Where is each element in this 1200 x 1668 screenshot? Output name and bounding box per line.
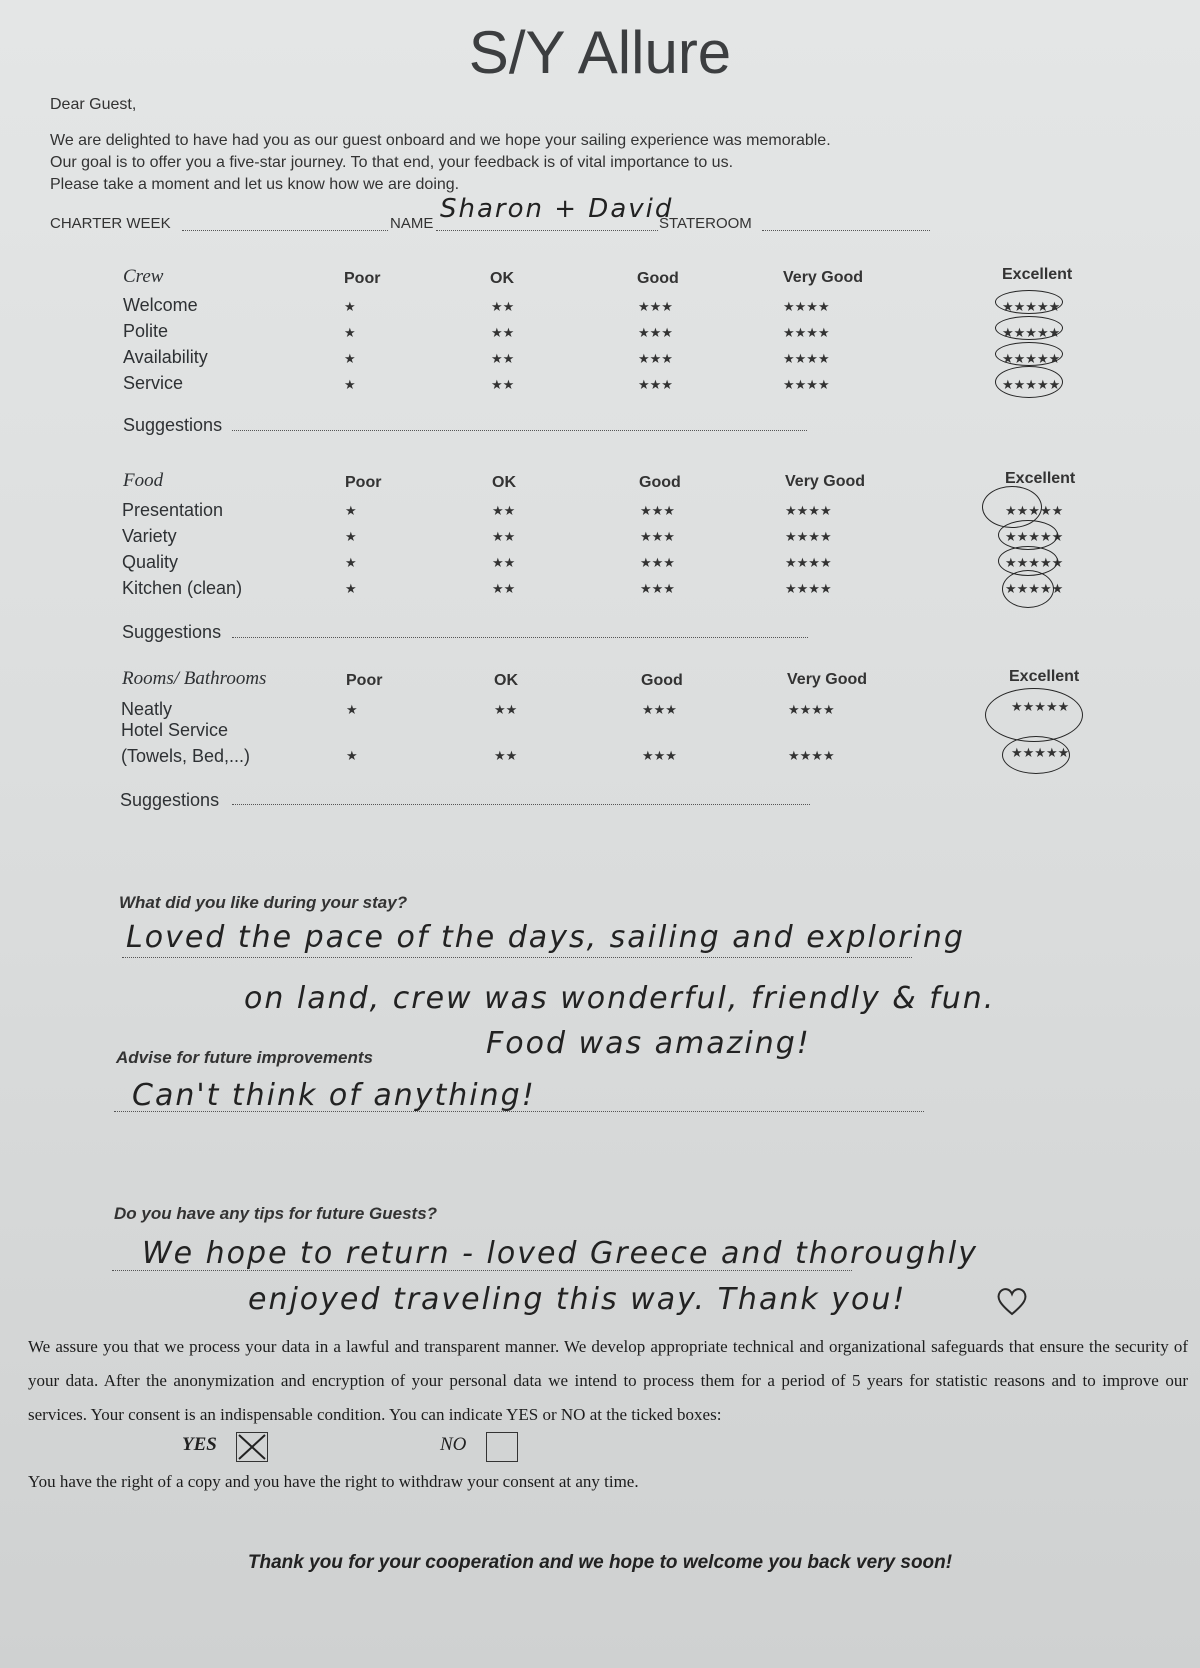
food-section-title: Food <box>123 470 164 491</box>
consent-no-checkbox[interactable] <box>486 1432 518 1462</box>
rooms-suggestions-field[interactable] <box>232 804 810 805</box>
star-option[interactable]: ★ <box>346 702 358 717</box>
rooms-row-label: Hotel Service <box>121 720 229 740</box>
column-good: Good <box>637 270 679 287</box>
selection-circle <box>985 688 1083 742</box>
star-option[interactable]: ★★★ <box>640 555 675 570</box>
intro-line-3: Please take a moment and let us know how we are doing. <box>50 176 460 193</box>
column-very-good: Very Good <box>787 671 868 688</box>
liked-answer-line-3: Food was amazing! <box>486 1026 811 1061</box>
column-ok: OK <box>494 672 518 689</box>
star-option[interactable]: ★★ <box>492 503 516 518</box>
rooms-suggestions-label: Suggestions <box>120 790 220 810</box>
star-option[interactable]: ★★ <box>492 529 516 544</box>
food-suggestions-label: Suggestions <box>122 622 222 642</box>
column-poor: Poor <box>344 270 381 287</box>
question-liked-label: What did you like during your stay? <box>119 893 408 912</box>
star-option[interactable]: ★★★ <box>638 325 673 340</box>
star-option-selected[interactable]: ★★★★★ <box>1011 745 1070 760</box>
star-option[interactable]: ★★★ <box>638 299 673 314</box>
star-option[interactable]: ★★★★ <box>788 748 835 763</box>
crew-row-label: Availability <box>123 347 208 367</box>
star-option[interactable]: ★ <box>344 299 356 314</box>
star-option[interactable]: ★ <box>345 555 357 570</box>
star-option[interactable]: ★★★★ <box>783 377 830 392</box>
consent-no-label: NO <box>440 1434 467 1455</box>
column-very-good: Very Good <box>783 269 864 286</box>
crew-section-title: Crew <box>123 266 164 287</box>
star-option-selected[interactable]: ★★★★★ <box>1005 529 1064 544</box>
star-option-selected[interactable]: ★★★★★ <box>1005 581 1064 596</box>
star-option[interactable]: ★★★ <box>638 377 673 392</box>
question-improve-label: Advise for future improvements <box>116 1048 373 1067</box>
star-option[interactable]: ★★ <box>491 299 515 314</box>
improve-answer-line-1: Can't think of anything! <box>132 1078 536 1113</box>
column-excellent: Excellent <box>1002 266 1073 283</box>
selection-circle <box>995 290 1063 314</box>
food-row-label: Kitchen (clean) <box>122 578 243 598</box>
name-label: NAME <box>390 215 434 232</box>
privacy-paragraph: We assure you that we process your data in a lawful and transparent manner. We develop appropriate technical and organizational safeguards that ensure the security of your data. After the anonymization and encryption of your personal data we intend to process them for a period of 5 years for statistic reasons and to improve our services. Your consent is an indispensable condition. You can indicate YES or NO at the ticked boxes: <box>28 1337 1188 1424</box>
star-option[interactable]: ★★ <box>492 555 516 570</box>
star-option[interactable]: ★★★★ <box>783 299 830 314</box>
star-option[interactable]: ★★ <box>494 748 518 763</box>
food-suggestions-field[interactable] <box>232 637 808 638</box>
stateroom-field[interactable] <box>762 230 930 231</box>
star-option[interactable]: ★ <box>345 581 357 596</box>
column-excellent: Excellent <box>1009 668 1080 685</box>
star-option-selected[interactable]: ★★★★★ <box>1002 377 1061 392</box>
column-very-good: Very Good <box>785 473 866 490</box>
star-option[interactable]: ★★★★ <box>785 581 832 596</box>
star-option[interactable]: ★★ <box>494 702 518 717</box>
closing-message: Thank you for your cooperation and we hope to welcome you back very soon! <box>247 1552 953 1573</box>
liked-answer-field[interactable] <box>122 957 912 958</box>
liked-answer-line-2: on land, crew was wonderful, friendly & fun. <box>244 981 996 1016</box>
selection-circle <box>1002 570 1054 608</box>
star-option[interactable]: ★★★★ <box>783 325 830 340</box>
star-option[interactable]: ★★★★ <box>785 503 832 518</box>
name-field[interactable] <box>436 230 658 231</box>
selection-circle <box>1002 736 1070 774</box>
star-option[interactable]: ★★ <box>491 377 515 392</box>
star-option[interactable]: ★★★★ <box>785 529 832 544</box>
column-poor: Poor <box>345 474 382 491</box>
charter-week-label: CHARTER WEEK <box>50 215 171 232</box>
star-option[interactable]: ★★★★ <box>788 702 835 717</box>
star-option[interactable]: ★★★ <box>640 503 675 518</box>
consent-yes-label: YES <box>182 1434 217 1455</box>
star-option-selected[interactable]: ★★★★★ <box>1002 299 1061 314</box>
column-excellent: Excellent <box>1005 470 1076 487</box>
rights-text: You have the right of a copy and you have the right to withdraw your consent at any time. <box>28 1472 639 1491</box>
star-option-selected[interactable]: ★★★★★ <box>1005 503 1064 518</box>
star-option[interactable]: ★ <box>345 529 357 544</box>
charter-week-field[interactable] <box>182 230 388 231</box>
column-poor: Poor <box>346 672 383 689</box>
tips-answer-line-2: enjoyed traveling this way. Thank you! <box>248 1282 907 1317</box>
star-option[interactable]: ★ <box>345 503 357 518</box>
liked-answer-line-1: Loved the pace of the days, sailing and exploring <box>126 920 965 955</box>
tips-answer-line-1: We hope to return - loved Greece and thoroughly <box>142 1236 978 1271</box>
crew-row-label: Welcome <box>123 295 198 315</box>
checkmark-x-icon <box>237 1433 267 1461</box>
column-ok: OK <box>490 270 514 287</box>
star-option-selected[interactable]: ★★★★★ <box>1005 555 1064 570</box>
star-option[interactable]: ★★★ <box>638 351 673 366</box>
rooms-row-label: Neatly <box>121 699 173 719</box>
star-option[interactable]: ★ <box>344 325 356 340</box>
rooms-section-title: Rooms/ Bathrooms <box>122 668 267 689</box>
star-option[interactable]: ★ <box>346 748 358 763</box>
food-row-label: Quality <box>122 552 179 572</box>
name-handwritten: Sharon + David <box>440 194 674 224</box>
consent-yes-checkbox[interactable] <box>236 1432 268 1462</box>
star-option[interactable]: ★★★ <box>642 748 677 763</box>
star-option[interactable]: ★★ <box>492 581 516 596</box>
star-option[interactable]: ★★ <box>491 325 515 340</box>
crew-suggestions-field[interactable] <box>232 430 807 431</box>
star-option-selected[interactable]: ★★★★★ <box>1002 325 1061 340</box>
column-good: Good <box>639 474 681 491</box>
question-tips-label: Do you have any tips for future Guests? <box>114 1204 438 1223</box>
rooms-row-label: (Towels, Bed,...) <box>121 746 251 766</box>
selection-circle <box>995 366 1063 398</box>
food-row-label: Presentation <box>122 500 224 520</box>
star-option-selected[interactable]: ★★★★★ <box>1011 699 1070 714</box>
selection-circle <box>995 316 1063 340</box>
star-option[interactable]: ★ <box>344 351 356 366</box>
star-option-selected[interactable]: ★★★★★ <box>1002 351 1061 366</box>
crew-row-label: Polite <box>123 321 169 341</box>
star-option[interactable]: ★★ <box>491 351 515 366</box>
heart-icon <box>994 1284 1030 1318</box>
crew-suggestions-label: Suggestions <box>123 415 223 435</box>
star-option[interactable]: ★★★ <box>640 529 675 544</box>
crew-row-label: Service <box>123 373 184 393</box>
selection-circle <box>995 342 1063 366</box>
greeting: Dear Guest, <box>50 96 137 113</box>
star-option[interactable]: ★★★ <box>640 581 675 596</box>
star-option[interactable]: ★★★ <box>642 702 677 717</box>
star-option[interactable]: ★★★★ <box>783 351 830 366</box>
star-option[interactable]: ★★★★ <box>785 555 832 570</box>
column-ok: OK <box>492 474 516 491</box>
column-good: Good <box>641 672 683 689</box>
star-option[interactable]: ★ <box>344 377 356 392</box>
stateroom-label: STATEROOM <box>659 215 752 232</box>
food-row-label: Variety <box>122 526 177 546</box>
intro-line-1: We are delighted to have had you as our guest onboard and we hope your sailing experience was memorable. <box>50 132 831 149</box>
page-title: S/Y Allure <box>468 19 732 86</box>
intro-line-2: Our goal is to offer you a five-star journey. To that end, your feedback is of vital importance to us. <box>50 154 734 171</box>
